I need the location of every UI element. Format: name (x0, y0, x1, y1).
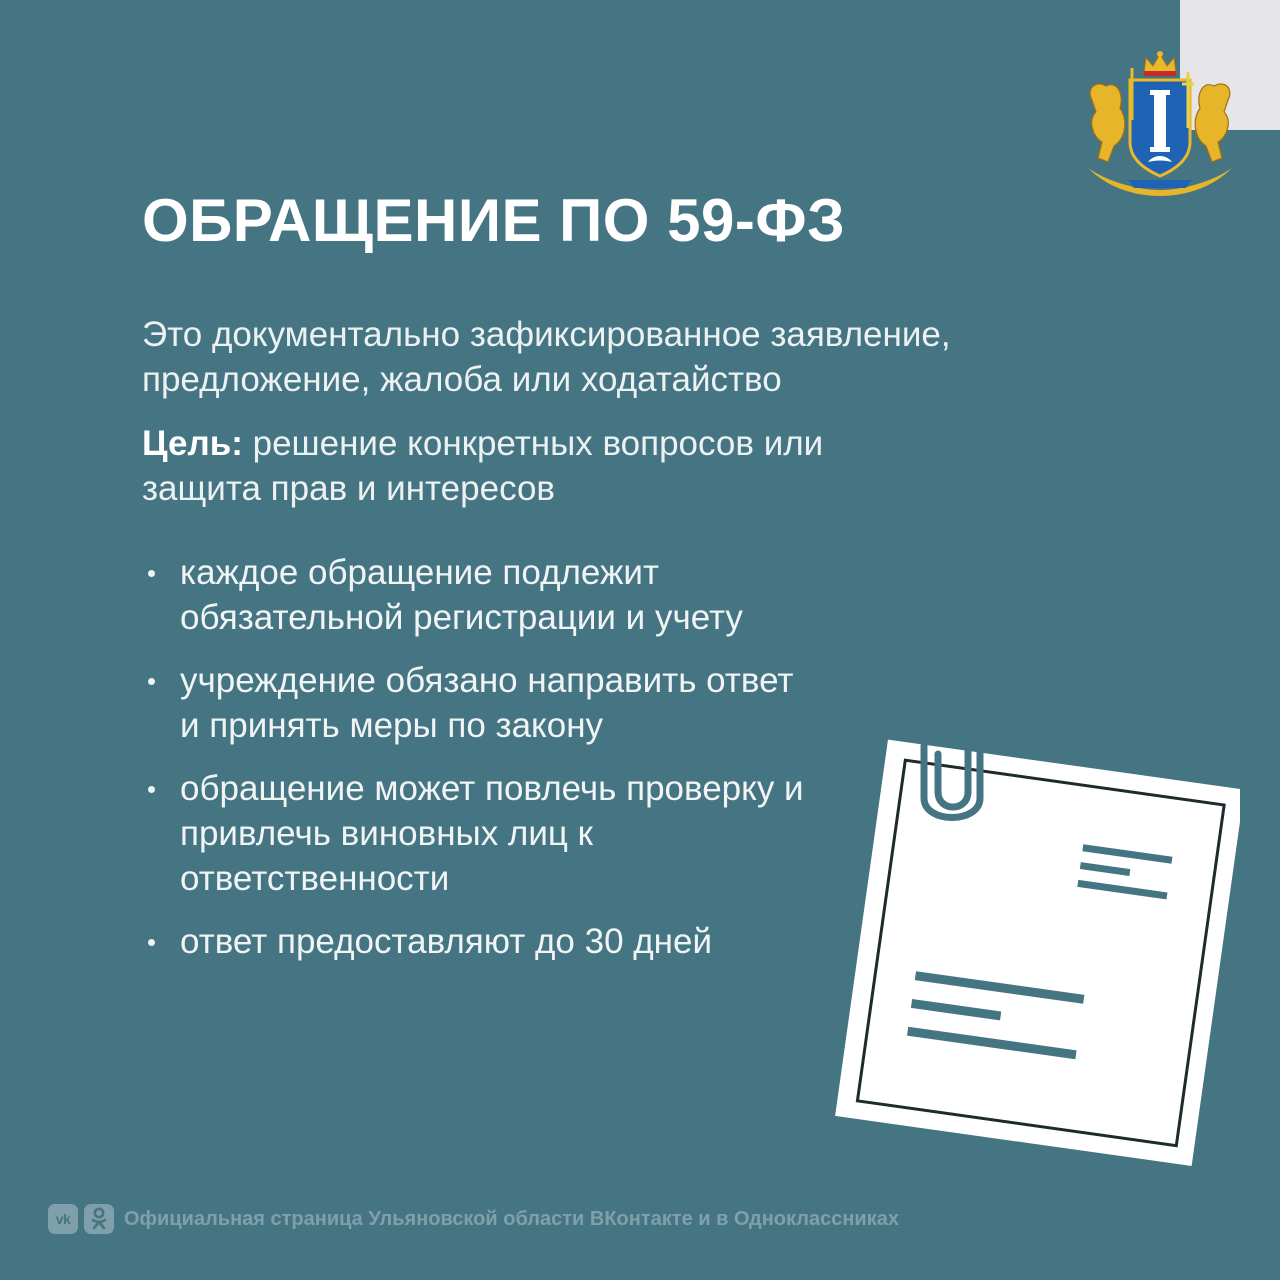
vk-icon[interactable]: vk (48, 1204, 78, 1234)
page-title: ОБРАЩЕНИЕ ПО 59-ФЗ (142, 187, 846, 254)
bullet-dot (148, 939, 155, 946)
bullet-text: каждое обращение подлежит обязательной регистрации и учету (180, 553, 743, 637)
odnoklassniki-icon[interactable] (84, 1204, 114, 1234)
bullet-dot (148, 678, 155, 685)
bullet-dot (148, 786, 155, 793)
bullet-text: ответ предоставляют до 30 дней (180, 922, 713, 961)
bullet-text: обращение может повлечь проверку и привлечь виновных лиц к ответственности (180, 769, 804, 898)
document-with-paperclip-icon (800, 720, 1240, 1180)
bullet-item (142, 658, 822, 748)
goal-description: решение конкретных вопросов или защита прав и интересов (142, 424, 824, 508)
goal-label: Цель: (142, 424, 243, 463)
goal-text (142, 421, 942, 511)
bullet-item (142, 550, 822, 640)
coat-of-arms-icon (1078, 50, 1242, 200)
intro-text: Это документально зафиксированное заявление, предложение, жалоба или ходатайство (142, 315, 951, 399)
footer (48, 1203, 899, 1235)
bullet-item (142, 766, 822, 901)
footer-text: Официальная страница Ульяновской области ВКонтакте и в Одноклассниках (124, 1207, 899, 1230)
bullet-list (142, 550, 822, 982)
bullet-item (142, 919, 822, 964)
bullet-text: учреждение обязано направить ответ и принять меры по закону (180, 661, 794, 745)
bullet-dot (148, 570, 155, 577)
